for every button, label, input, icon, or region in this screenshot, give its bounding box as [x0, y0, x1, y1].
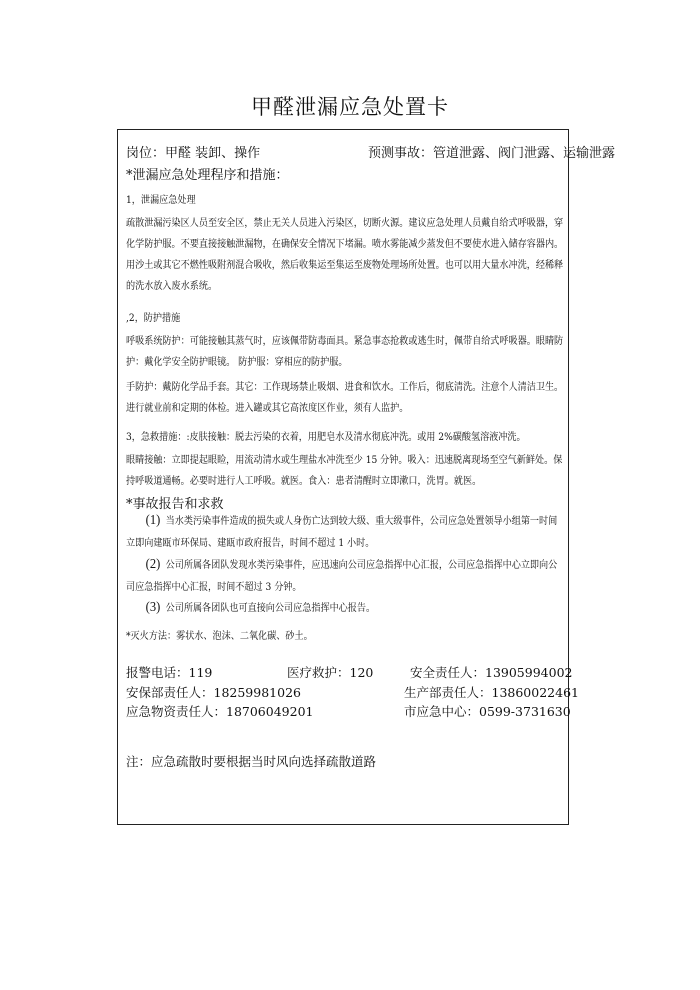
report-item-2-text: 公司所属各团队发现水类污染事件，应迅速向公司应急指挥中心汇报，公司应急指挥中心立即向公司应急指挥中心汇报，时间不超过 3 分钟。 [126, 560, 558, 593]
medical-phone: 医疗救护：120 [287, 665, 374, 680]
report-item-3 [126, 597, 566, 620]
report-item-1-text: 当水类污染事件造成的损失或人身伤亡达到较大级、重大级事件，公司应急处置领导小组第一时间立即向建瓯市环保局、建瓯市政府报告，时间不超过 1 小时。 [126, 516, 558, 549]
report-item-2-number: (2) [145, 557, 161, 572]
report-item-1-number: (1) [145, 513, 161, 528]
section2-title: ,2，防护措施 [126, 313, 181, 324]
supplies-contact: 应急物资责任人：18706049201 [126, 704, 314, 719]
page-title: 甲醛泄漏应急处置卡 [251, 95, 449, 119]
section1-title: 1，泄漏应急处理 [126, 195, 196, 206]
security-contact: 安保部责任人：18259981026 [126, 685, 301, 700]
report-item-1 [126, 510, 566, 555]
section2-body-1: 呼吸系统防护：可能接触其蒸气时，应该佩带防毒面具。紧急事态抢救或逃生时，佩带自给式呼吸器。眼睛防护：戴化学安全防护眼镜。 防护服：穿相应的防护服。 [126, 336, 564, 368]
production-contact: 生产部责任人：13860022461 [404, 685, 579, 700]
evacuation-note: 注：应急疏散时要根据当时风向选择疏散道路 [126, 754, 377, 769]
procedures-heading: *泄漏应急处理程序和措施： [126, 168, 289, 183]
header-row [126, 142, 616, 162]
fire-method: *灭火方法：雾状水、泡沫、二氧化碳、砂土。 [126, 631, 313, 642]
report-heading: *事故报告和求救 [126, 497, 224, 512]
safety-contact: 安全责任人：13905994002 [410, 665, 573, 680]
city-emergency-center: 市应急中心：0599-3731630 [404, 704, 571, 719]
post-label: 岗位：甲醛 装卸、操作 [126, 146, 261, 161]
section2-body-2: 手防护：戴防化学品手套。其它：工作现场禁止吸烟、进食和饮水。工作后，彻底清洗。注意个人清洁卫生。进行就业前和定期的体检。进入罐或其它高浓度区作业，须有人监护。 [126, 382, 564, 414]
accident-label: 预测事故：管道泄露、阀门泄露、运输泄露 [368, 146, 616, 161]
report-item-3-text: 公司所属各团队也可直接向公司应急指挥中心报告。 [165, 603, 376, 614]
alarm-phone: 报警电话：119 [126, 665, 213, 680]
report-item-3-number: (3) [145, 600, 161, 615]
section3-body-1: 3，急救措施：:皮肤接触：脱去污染的衣着，用肥皂水及清水彻底冲洗。或用 2%碳酸氢溶液冲洗。 [126, 432, 526, 443]
section3-body-2: 眼睛接触：立即提起眼睑，用流动清水或生理盐水冲洗至少 15 分钟。吸入：迅速脱离现场至空气新鲜处。保持呼吸道通畅。必要时进行人工呼吸。就医。食入：患者清醒时立即漱口，洗胃。就医。 [126, 455, 563, 487]
report-item-2 [126, 554, 566, 599]
section1-body: 疏散泄漏污染区人员至安全区，禁止无关人员进入污染区，切断火源。建议应急处理人员戴自给式呼吸器，穿化学防护服。不要直接接触泄漏物，在确保安全情况下堵漏。喷水雾能减少蒸发但不要使水进入储存容器内。用沙土或其它不燃性吸附剂混合吸收，然后收集运至集运至废物处理场所处置。也可以用大量水冲洗，经稀释的洗水放入废水系统。 [126, 218, 564, 292]
